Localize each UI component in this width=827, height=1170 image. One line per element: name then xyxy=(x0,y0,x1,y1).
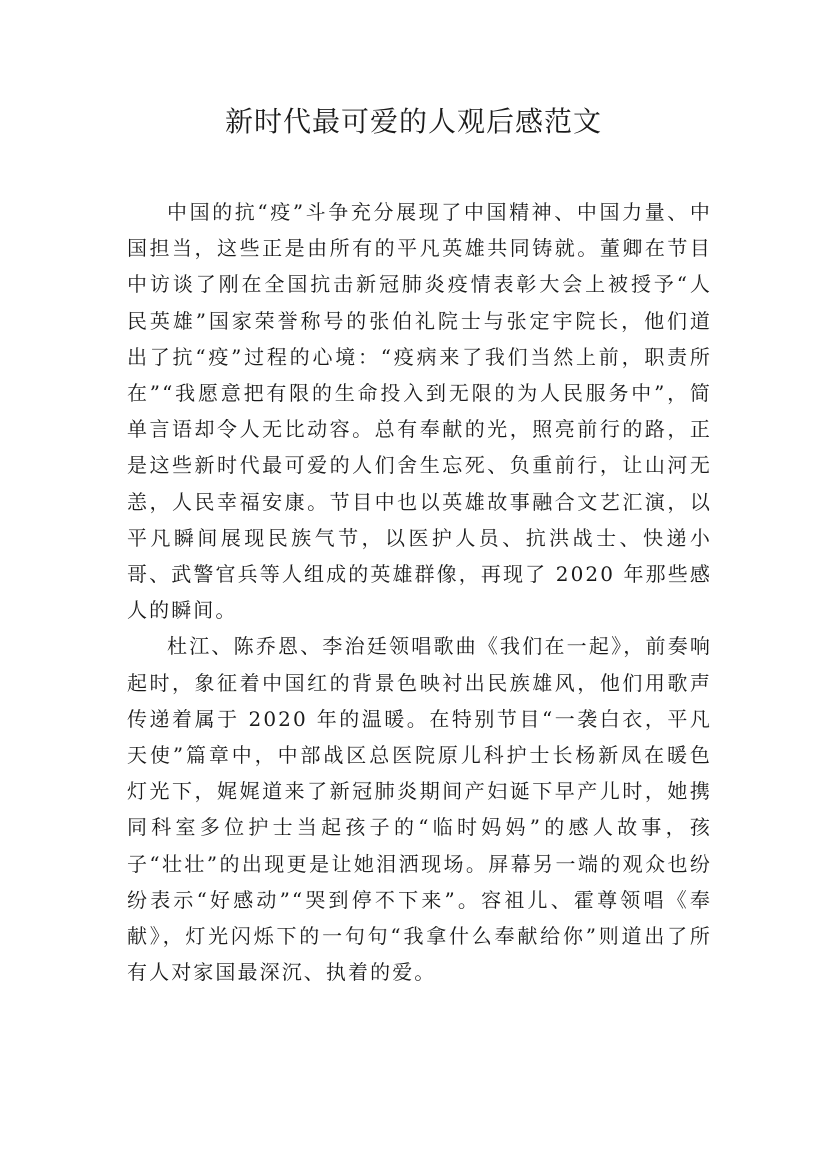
document-body xyxy=(127,194,712,990)
document-title: 新时代最可爱的人观后感范文 xyxy=(224,105,602,138)
paragraph-1: 中国的抗“疫”斗争充分展现了中国精神、中国力量、中国担当，这些正是由所有的平凡英雄共同铸就。董卿在节目中访谈了刚在全国抗击新冠肺炎疫情表彰大会上被授予“人民英雄”国家荣誉称号的张伯礼院士与张定宇院长，他们道出了抗“疫”过程的心境：“疫病来了我们当然上前，职责所在”“我愿意把有限的生命投入到无限的为人民服务中”，简单言语却令人无比动容。总有奉献的光，照亮前行的路，正是这些新时代最可爱的人们舍生忘死、负重前行，让山河无恙，人民幸福安康。节目中也以英雄故事融合文艺汇演，以平凡瞬间展现民族气节，以医护人员、抗洪战士、快递小哥、武警官兵等人组成的英雄群像，再现了 2020 年那些感人的瞬间。 xyxy=(127,200,712,623)
paragraph-2: 杜江、陈乔恩、李治廷领唱歌曲《我们在一起》，前奏响起时，象征着中国红的背景色映衬出民族雄风，他们用歌声传递着属于 2020 年的温暖。在特别节目“一袭白衣，平凡天使”篇章中，中部战区总医院原儿科护士长杨新凤在暖色灯光下，娓娓道来了新冠肺炎期间产妇诞下早产儿时，她携同科室多位护士当起孩子的“临时妈妈”的感人故事，孩子“壮壮”的出现更是让她泪洒现场。屏幕另一端的观众也纷纷表示“好感动”“哭到停不下来”。容祖儿、霍尊领唱《奉献》，灯光闪烁下的一句句“我拿什么奉献给你”则道出了所有人对家国最深沉、执着的爱。 xyxy=(127,634,712,985)
